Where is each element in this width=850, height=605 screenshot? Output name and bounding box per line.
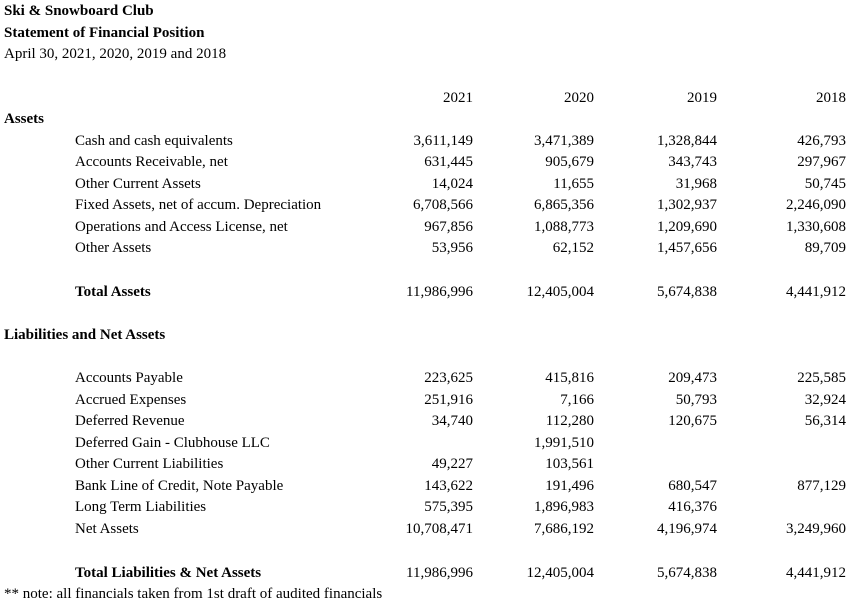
statement-title: Statement of Financial Position <box>4 25 205 41</box>
cell-value: 11,655 <box>553 176 594 192</box>
row-label-other-current-assets: Other Current Assets <box>75 176 201 192</box>
cell-value: 6,865,356 <box>534 197 594 213</box>
cell-value: 103,561 <box>545 456 594 472</box>
cell-value: 1,457,656 <box>657 240 717 256</box>
row-label-cash: Cash and cash equivalents <box>75 133 233 149</box>
liabilities-section-label: Liabilities and Net Assets <box>4 327 166 343</box>
cell-value: 209,473 <box>668 370 717 386</box>
total-assets-label: Total Assets <box>75 284 151 300</box>
cell-value: 1,209,690 <box>657 219 717 235</box>
row-label-fixed-assets: Fixed Assets, net of accum. Depreciation <box>75 197 322 213</box>
total-value: 5,674,838 <box>657 284 717 300</box>
cell-value: 49,227 <box>431 456 473 472</box>
cell-value: 53,956 <box>431 240 473 256</box>
cell-value: 14,024 <box>431 176 473 192</box>
cell-value: 3,611,149 <box>413 133 473 149</box>
total-value: 11,986,996 <box>406 565 473 581</box>
row-label-other-current-liabilities: Other Current Liabilities <box>75 456 224 472</box>
cell-value: 223,625 <box>424 370 473 386</box>
cell-value: 3,471,389 <box>534 133 594 149</box>
row-label-accrued-expenses: Accrued Expenses <box>75 392 187 408</box>
cell-value: 1,896,983 <box>534 499 594 515</box>
org-name: Ski & Snowboard Club <box>4 3 154 19</box>
cell-value: 631,445 <box>424 154 473 170</box>
column-header-2020: 2020 <box>564 90 594 106</box>
cell-value: 1,302,937 <box>657 197 717 213</box>
total-value: 4,441,912 <box>786 284 846 300</box>
statement-period: April 30, 2021, 2020, 2019 and 2018 <box>4 46 227 62</box>
cell-value: 2,246,090 <box>786 197 846 213</box>
footnote: ** note: all financials taken from 1st draft of audited financials <box>4 586 383 602</box>
total-value: 12,405,004 <box>526 284 594 300</box>
cell-value: 680,547 <box>668 478 717 494</box>
cell-value: 3,249,960 <box>786 521 846 537</box>
row-label-deferred-gain: Deferred Gain - Clubhouse LLC <box>75 435 270 451</box>
cell-value: 112,280 <box>545 413 594 429</box>
total-value: 12,405,004 <box>526 565 594 581</box>
cell-value: 7,166 <box>560 392 594 408</box>
column-header-2019: 2019 <box>687 90 717 106</box>
row-label-bank-line-of-credit: Bank Line of Credit, Note Payable <box>75 478 284 494</box>
cell-value: 225,585 <box>797 370 846 386</box>
cell-value: 877,129 <box>797 478 846 494</box>
cell-value: 416,376 <box>668 499 717 515</box>
column-header-2021: 2021 <box>443 90 473 106</box>
cell-value: 191,496 <box>545 478 594 494</box>
row-label-deferred-revenue: Deferred Revenue <box>75 413 185 429</box>
cell-value: 415,816 <box>545 370 594 386</box>
cell-value: 7,686,192 <box>534 521 594 537</box>
cell-value: 575,395 <box>424 499 473 515</box>
row-label-accounts-receivable: Accounts Receivable, net <box>75 154 228 170</box>
cell-value: 905,679 <box>545 154 594 170</box>
cell-value: 426,793 <box>797 133 846 149</box>
cell-value: 10,708,471 <box>405 521 473 537</box>
cell-value: 56,314 <box>804 413 846 429</box>
row-label-operations-license: Operations and Access License, net <box>75 219 288 235</box>
total-liabilities-label: Total Liabilities & Net Assets <box>75 565 262 581</box>
total-value: 11,986,996 <box>406 284 473 300</box>
cell-value: 1,328,844 <box>657 133 717 149</box>
cell-value: 32,924 <box>804 392 846 408</box>
cell-value: 1,330,608 <box>786 219 846 235</box>
cell-value: 343,743 <box>668 154 717 170</box>
cell-value: 4,196,974 <box>657 521 717 537</box>
row-label-long-term-liabilities: Long Term Liabilities <box>75 499 207 515</box>
cell-value: 50,745 <box>804 176 846 192</box>
cell-value: 251,916 <box>424 392 473 408</box>
row-label-other-assets: Other Assets <box>75 240 152 256</box>
cell-value: 143,622 <box>424 478 473 494</box>
cell-value: 31,968 <box>675 176 717 192</box>
row-label-net-assets: Net Assets <box>75 521 139 537</box>
cell-value: 1,991,510 <box>534 435 594 451</box>
cell-value: 967,856 <box>424 219 473 235</box>
cell-value: 1,088,773 <box>534 219 594 235</box>
total-value: 4,441,912 <box>786 565 846 581</box>
cell-value: 62,152 <box>552 240 594 256</box>
total-value: 5,674,838 <box>657 565 717 581</box>
column-header-2018: 2018 <box>816 90 846 106</box>
cell-value: 297,967 <box>797 154 846 170</box>
cell-value: 50,793 <box>675 392 717 408</box>
cell-value: 120,675 <box>668 413 717 429</box>
row-label-accounts-payable: Accounts Payable <box>75 370 183 386</box>
cell-value: 6,708,566 <box>413 197 473 213</box>
assets-section-label: Assets <box>4 111 44 127</box>
cell-value: 34,740 <box>431 413 473 429</box>
cell-value: 89,709 <box>804 240 846 256</box>
